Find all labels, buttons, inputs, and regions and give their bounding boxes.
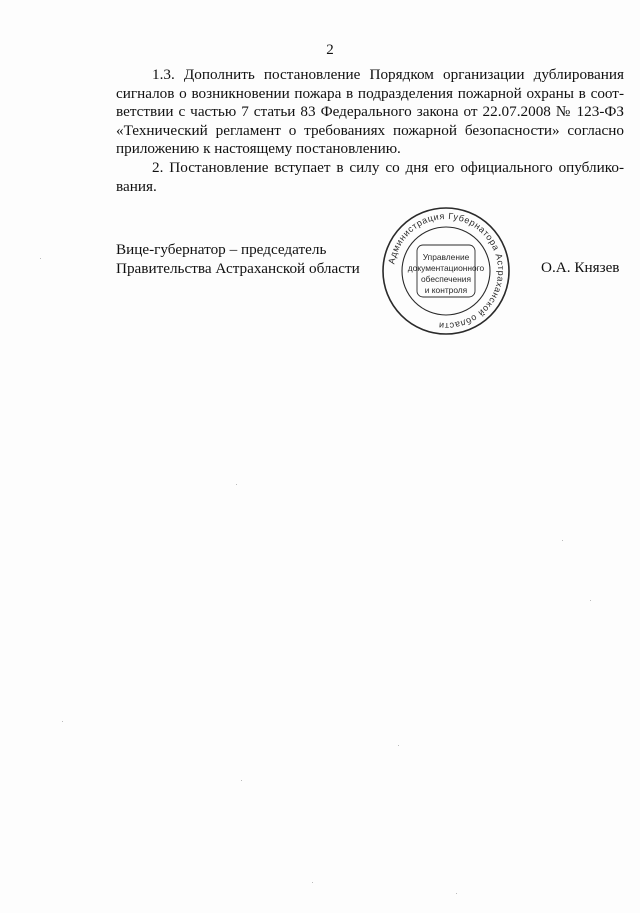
seal-inner-line-1: Управление bbox=[422, 252, 470, 262]
paragraph-2 bbox=[116, 159, 624, 196]
scan-speck bbox=[40, 258, 41, 259]
paragraph-1-line-5: приложению к настоящему постановлению. bbox=[116, 140, 401, 158]
seal-inner-line-4: и контроля bbox=[424, 285, 468, 295]
scan-speck bbox=[398, 745, 399, 746]
document-body bbox=[116, 66, 624, 196]
scan-speck bbox=[241, 780, 242, 781]
signature-title bbox=[116, 240, 360, 278]
signer-name: О.А. Князев bbox=[541, 259, 620, 276]
scan-speck bbox=[562, 540, 563, 541]
scan-speck bbox=[312, 882, 313, 883]
paragraph-1-line-2: сигналов о возникновении пожара в подразделения пожарной охраны в соот- bbox=[116, 84, 624, 102]
paragraph-1-line-3: ветствии с частью 7 статьи 83 Федерального закона от 22.07.2008 № 123-ФЗ bbox=[116, 103, 624, 121]
signature-title-line-2: Правительства Астраханской области bbox=[116, 260, 360, 277]
paragraph-2-line-2: вания. bbox=[116, 177, 157, 195]
paragraph-1-line-4: «Технический регламент о требованиях пожарной безопасности» согласно bbox=[116, 121, 624, 139]
scan-speck bbox=[590, 600, 591, 601]
scan-speck bbox=[456, 893, 457, 894]
scan-speck bbox=[62, 721, 63, 722]
official-seal bbox=[380, 205, 512, 337]
seal-inner-line-3: обеспечения bbox=[421, 274, 471, 284]
scan-speck bbox=[236, 484, 237, 485]
paragraph-1-line-1: 1.3. Дополнить постановление Порядком организации дублирования bbox=[152, 66, 624, 83]
paragraph-1 bbox=[116, 66, 624, 159]
seal-inner-line-2: документационного bbox=[407, 263, 485, 273]
signature-title-line-1: Вице-губернатор – председатель bbox=[116, 241, 327, 258]
paragraph-2-line-1: 2. Постановление вступает в силу со дня его официального опублико- bbox=[152, 158, 624, 176]
page-number: 2 bbox=[326, 42, 334, 58]
seal-outer-text: Администрация Губернатора Астраханской области bbox=[386, 210, 507, 332]
